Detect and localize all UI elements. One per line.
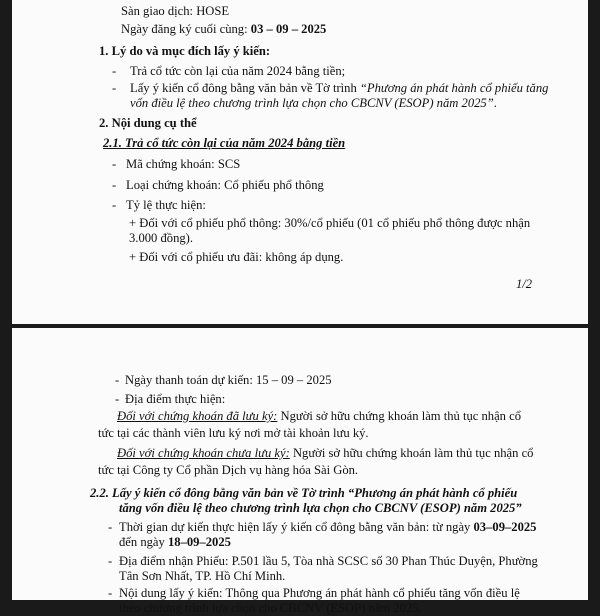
payment-date-line: Ngày thanh toán dự kiến: 15 – 09 – 2025 <box>125 373 332 387</box>
consultation-time-text: Thời gian dự kiến thực hiện lấy ý kiến cổ đông bằng văn bản: từ ngày <box>119 520 474 534</box>
section-1-item-2-line-2 <box>130 96 497 111</box>
section-1-item-2-proposal-cont: vốn điều lệ theo chương trình lựa chọn cho CBCNV (ESOP) năm 2025” <box>130 96 494 110</box>
ticker-line: Mã chứng khoán: SCS <box>126 157 241 171</box>
consultation-time-line-1 <box>119 520 536 535</box>
bullet-dash: - <box>112 198 117 212</box>
period: . <box>493 96 497 110</box>
deposited-label: Đối với chứng khoán đã lưu ký: <box>117 409 278 423</box>
document-page-2 <box>12 328 588 615</box>
section-1-title: 1. Lý do và mục đích lấy ý kiến: <box>99 44 271 58</box>
section-1-item-1: Trả cổ tức còn lại của năm 2024 bằng tiền; <box>130 64 346 78</box>
section-2-2-title-line-2: tăng vốn điều lệ theo chương trình lựa chọn cho CBCNV (ESOP) năm 2025” <box>119 501 522 515</box>
section-2-2-title-line-1: 2.2. Lấy ý kiến cổ đông bằng văn bản về Tờ trình “Phương án phát hành cổ phiếu <box>90 486 518 500</box>
location-label: Địa điểm thực hiện: <box>125 392 226 406</box>
bullet-dash: - <box>112 157 117 171</box>
exchange-line: Sàn giao dịch: HOSE <box>121 4 230 18</box>
bullet-dash: - <box>112 178 117 192</box>
document-page-1 <box>12 0 588 324</box>
consultation-end-label: đến ngày <box>119 535 168 549</box>
deposited-line-1 <box>117 409 521 424</box>
page-number: 1/2 <box>516 277 533 291</box>
record-date-line <box>121 22 326 37</box>
section-1-item-2-text: Lấy ý kiến cổ đông bằng văn bản về Tờ trình <box>130 81 360 95</box>
consultation-end-date: 18–09–2025 <box>167 535 231 549</box>
bullet-dash: - <box>108 554 113 568</box>
undeposited-label: Đối với chứng khoán chưa lưu ký: <box>117 446 290 460</box>
bullet-dash: - <box>115 373 120 387</box>
ratio-label: Tỷ lệ thực hiện: <box>126 198 206 212</box>
address-line-1: Địa điểm nhận Phiếu: P.501 lầu 5, Tòa nhà SCSC số 30 Phan Thúc Duyện, Phường <box>119 554 538 568</box>
bullet-dash: - <box>115 392 120 406</box>
section-1-item-2-line-1 <box>130 81 548 96</box>
deposited-text: Người sở hữu chứng khoán làm thủ tục nhận cổ <box>277 409 522 423</box>
section-1-item-2-proposal: “Phương án phát hành cổ phiếu tăng <box>359 81 549 95</box>
content-line-1: Nội dung lấy ý kiến: Thông qua Phương án phát hành cổ phiếu tăng vốn điều lệ <box>119 586 520 600</box>
section-2-1-title: 2.1. Trả cổ tức còn lại của năm 2024 bằng tiền <box>103 136 346 150</box>
bullet-dash: - <box>112 81 117 95</box>
address-line-2: Tân Sơn Nhất, TP. Hồ Chí Minh. <box>119 569 286 583</box>
stock-type-line: Loại chứng khoán: Cổ phiếu phổ thông <box>126 178 324 192</box>
consultation-start-date: 03–09–2025 <box>473 520 537 534</box>
ratio-common-line-2: 3.000 đồng). <box>129 231 194 245</box>
undeposited-line-2: tức tại Công ty Cổ phần Dịch vụ hàng hóa Sài Gòn. <box>98 463 359 477</box>
ratio-common-line-1: + Đối với cổ phiếu phổ thông: 30%/cổ phiếu (01 cổ phiếu phổ thông được nhận <box>129 216 531 230</box>
deposited-line-2: tức tại các thành viên lưu ký nơi mở tài khoản lưu ký. <box>98 426 369 440</box>
bullet-dash: - <box>108 520 113 534</box>
record-date-label: Ngày đăng ký cuối cùng: <box>121 22 251 36</box>
section-2-title: 2. Nội dung cụ thể <box>99 116 197 130</box>
ratio-preferred-line: + Đối với cổ phiếu ưu đãi: không áp dụng. <box>129 250 344 264</box>
bullet-dash: - <box>112 64 117 78</box>
undeposited-text: Người sở hữu chứng khoán làm thủ tục nhận cổ <box>289 446 534 460</box>
content-line-2: theo chương trình lựa chọn cho CBCNV (ESOP) năm 2025. <box>119 601 422 615</box>
bullet-dash: - <box>108 586 113 600</box>
record-date-value: 03 – 09 – 2025 <box>250 22 327 36</box>
consultation-time-line-2 <box>119 535 231 550</box>
undeposited-line-1 <box>117 446 533 461</box>
